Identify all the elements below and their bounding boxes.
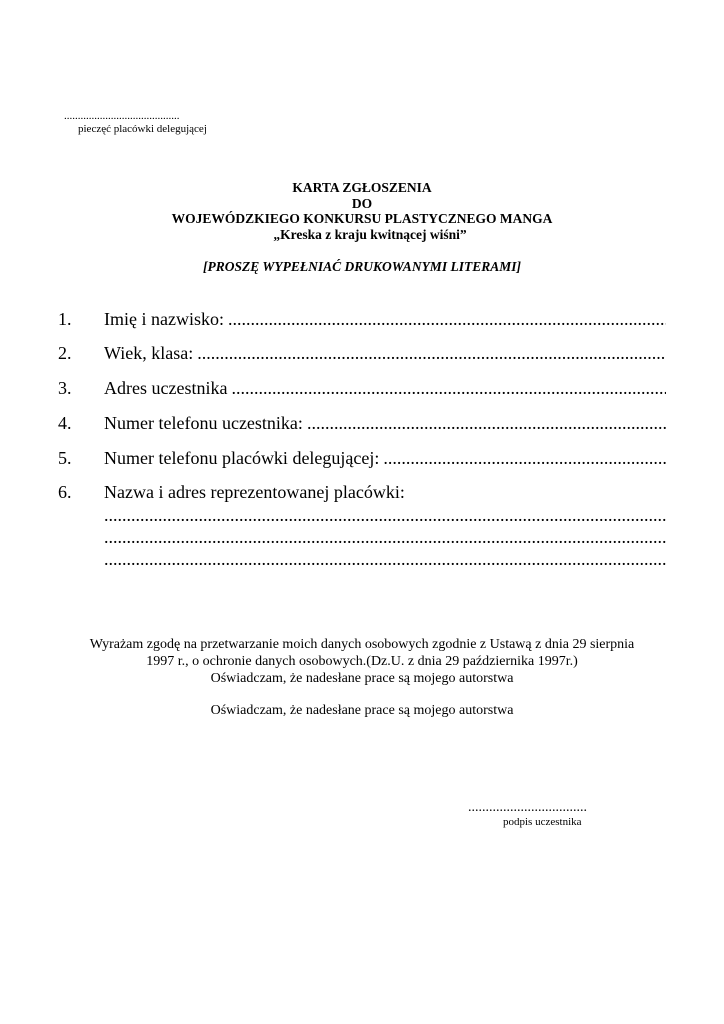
field-number: 5. xyxy=(58,448,72,468)
signature-line[interactable]: .................................. xyxy=(468,800,587,815)
field-age-class[interactable] xyxy=(58,341,666,365)
field-number: 4. xyxy=(58,413,72,433)
contest-subtitle: „Kreska z kraju kwitnącej wiśni” xyxy=(273,226,467,242)
fill-instruction: [PROSZĘ WYPEŁNIAĆ DRUKOWANYMI LITERAMI] xyxy=(203,259,521,274)
form-title: KARTA ZGŁOSZENIA xyxy=(292,180,432,195)
field-name[interactable] xyxy=(58,307,666,331)
field-number: 1. xyxy=(58,309,72,329)
field-label: Numer telefonu uczestnika: xyxy=(104,413,303,433)
stamp-label: pieczęć placówki delegującej xyxy=(78,123,207,135)
authorship-statement: Oświadczam, że nadesłane prace są mojego autorstwa xyxy=(210,671,514,686)
field-number: 2. xyxy=(58,343,72,363)
contest-name: WOJEWÓDZKIEGO KONKURSU PLASTYCZNEGO MANGA xyxy=(171,211,553,226)
field-fill-line[interactable] xyxy=(228,307,666,331)
field-fill-line[interactable] xyxy=(383,446,666,470)
signature-label: podpis uczestnika xyxy=(503,816,582,828)
form-header xyxy=(0,180,724,275)
consent-block xyxy=(0,636,724,687)
institution-fill-line-3[interactable] xyxy=(104,549,666,569)
field-fill-line[interactable] xyxy=(307,411,666,435)
authorship-statement-repeat xyxy=(0,702,724,719)
field-address[interactable] xyxy=(58,376,666,400)
field-fill-line[interactable] xyxy=(197,341,666,365)
field-number: 6. xyxy=(58,482,72,502)
field-institution-address xyxy=(58,480,666,504)
consent-line: Wyrażam zgodę na przetwarzanie moich danych osobowych zgodnie z Ustawą z dnia 29 sierpnia xyxy=(89,637,635,652)
field-label: Adres uczestnika xyxy=(104,378,228,398)
field-fill-line[interactable] xyxy=(231,376,666,400)
field-label: Wiek, klasa: xyxy=(104,343,194,363)
field-participant-phone[interactable] xyxy=(58,411,666,435)
authorship-statement: Oświadczam, że nadesłane prace są mojego autorstwa xyxy=(210,703,514,718)
field-label: Nazwa i adres reprezentowanej placówki: xyxy=(104,482,405,502)
institution-fill-line-2[interactable] xyxy=(104,527,666,547)
field-institution-phone[interactable] xyxy=(58,446,666,470)
stamp-line: .......................................... xyxy=(64,110,180,122)
form-title-do: DO xyxy=(351,195,373,211)
institution-fill-line-1[interactable] xyxy=(104,505,666,525)
consent-line: 1997 r., o ochronie danych osobowych.(Dz.U. z dnia 29 października 1997r.) xyxy=(146,654,578,669)
field-label: Imię i nazwisko: xyxy=(104,309,224,329)
field-number: 3. xyxy=(58,378,72,398)
field-label: Numer telefonu placówki delegującej: xyxy=(104,448,380,468)
